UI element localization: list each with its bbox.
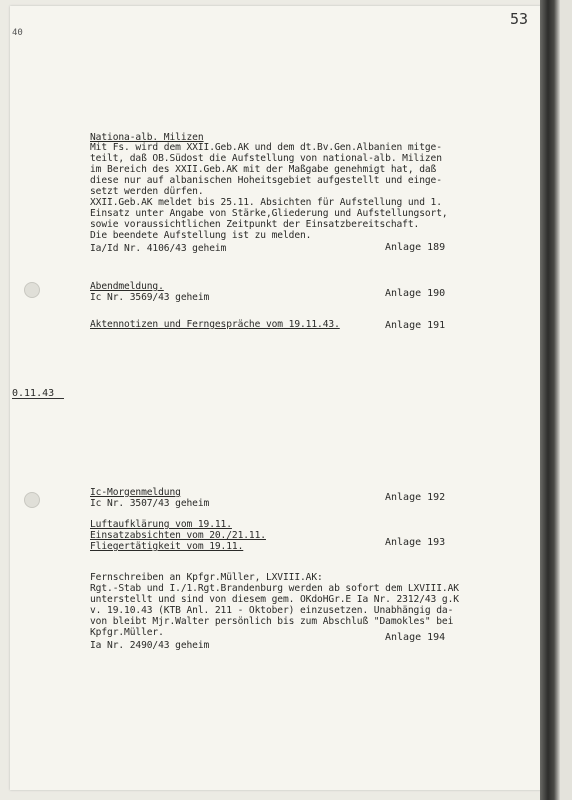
page-edge [560,0,572,800]
milizen-line: sowie voraussichtlichen Zeitpunkt der Einsatzbereitschaft. [90,219,420,230]
reference-number: Ia/Id Nr. 4106/43 geheim [90,243,227,254]
reference-number: Ia Nr. 2490/43 geheim [90,640,210,651]
punch-hole [24,492,40,508]
anlage-label: Anlage 189 [385,242,446,253]
corner-mark: 40 [12,28,23,38]
milizen-line: im Bereich des XXII.Geb.AK mit der Maßgabe genehmigt hat, daß [90,164,437,175]
milizen-line: Einsatz unter Angabe von Stärke,Gliederung und Aufstellungsort, [90,208,448,219]
milizen-line: XXII.Geb.AK meldet bis 25.11. Absichten für Aufstellung und 1. [90,197,442,208]
milizen-line: Die beendete Aufstellung ist zu melden. [90,230,312,241]
fernschreiben-line: Fernschreiben an Kpfgr.Müller, LXVIII.AK: [90,572,323,583]
milizen-line: teilt, daß OB.Südost die Aufstellung von national-alb. Milizen [90,153,442,164]
anlage-label: Anlage 191 [385,320,446,331]
milizen-line: Mit Fs. wird dem XXII.Geb.AK und dem dt.Bv.Gen.Albanien mitge- [90,142,442,153]
fernschreiben-line: von bleibt Mjr.Walter persönlich bis zum Abschluß "Damokles" bei [90,616,454,627]
anlage-label: Anlage 192 [385,492,446,503]
binder-spine [540,0,560,800]
anlage-label: Anlage 194 [385,632,446,643]
fernschreiben-line: v. 19.10.43 (KTB Anl. 211 - Oktober) einzusetzen. Unabhängig da- [90,605,454,616]
fernschreiben-line: unterstellt und sind von diesem gem. OKdoHGr.E Ia Nr. 2312/43 g.K [90,594,459,605]
milizen-line: setzt werden dürfen. [90,186,204,197]
punch-hole [24,282,40,298]
date-mark: 0.11.43 [12,388,55,399]
luftaufklaerung-line: Luftaufklärung vom 19.11. [90,519,232,530]
milizen-line: diese nur auf albanischen Hoheitsgebiet aufgestellt und einge- [90,175,442,186]
section-heading-abendmeldung: Abendmeldung. [90,281,164,292]
fernschreiben-line: Rgt.-Stab und I./1.Rgt.Brandenburg werden ab sofort dem LXVIII.AK [90,583,459,594]
luftaufklaerung-line: Einsatzabsichten vom 20./21.11. [90,530,266,541]
fernschreiben-line: Kpfgr.Müller. [90,627,164,638]
section-heading-milizen: Nationa-alb. Milizen [90,132,204,143]
anlage-label: Anlage 190 [385,288,446,299]
reference-number: Ic Nr. 3507/43 geheim [90,498,210,509]
anlage-label: Anlage 193 [385,537,446,548]
section-heading-aktennotizen: Aktennotizen und Ferngespräche vom 19.11.43. [90,319,340,330]
luftaufklaerung-line: Fliegertätigkeit vom 19.11. [90,541,244,552]
page-number: 53 [510,10,529,28]
date-underline [12,398,64,399]
reference-number: Ic Nr. 3569/43 geheim [90,292,210,303]
section-heading-morgenmeldung: Ic-Morgenmeldung [90,487,181,498]
document-page [10,6,542,790]
